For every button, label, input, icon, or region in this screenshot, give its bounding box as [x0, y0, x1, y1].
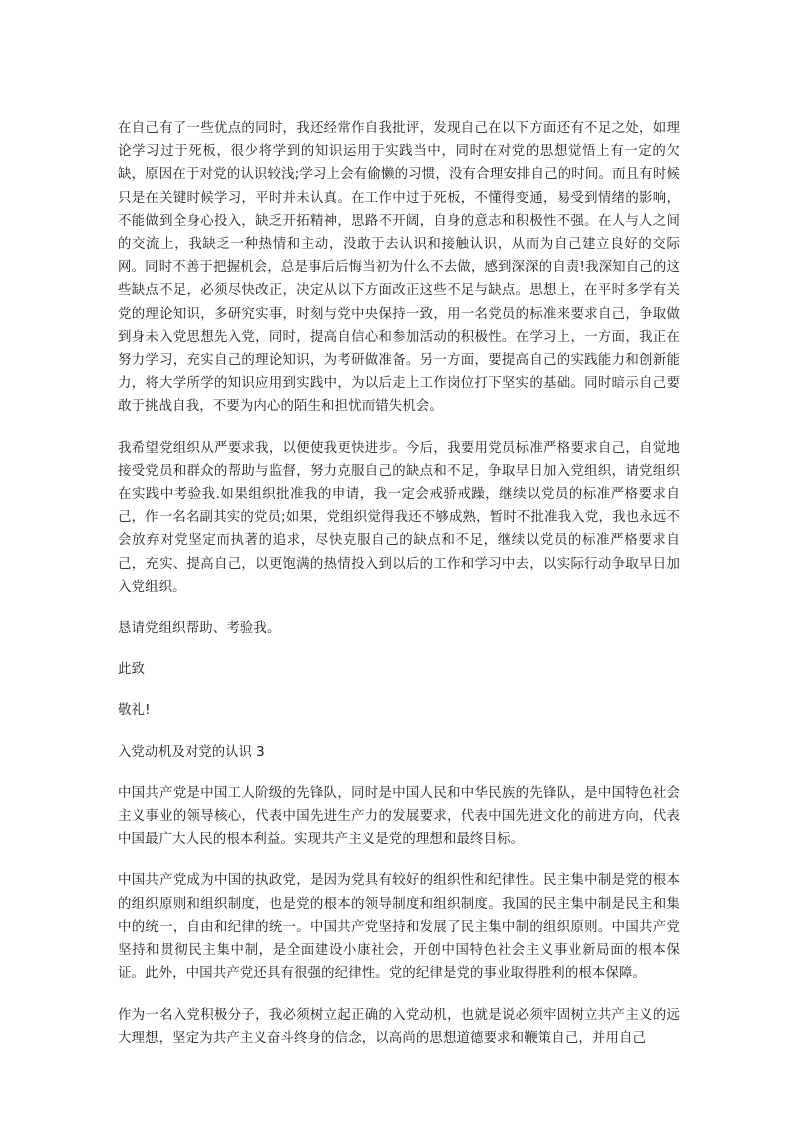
section-title: 入党动机及对党的认识 3	[118, 744, 265, 760]
paragraph-party-discipline: 中国共产党成为中国的执政党，是因为党具有较好的组织性和纪律性。民主集中制是党的根本的组织原则和组织制度，也是党的根本的领导制度和组织制度。我国的民主集中制是民主和集中的统一，自由和纪律的统一。中国共产党坚持和发展了民主集中制的组织原则。中国共产党坚持和贯彻民主集中制，是全面建设小康社会，开创中国特色社会主义事业新局面的根本保证。此外，中国共产党还具有很强的纪律性。党的纪律是党的事业取得胜利的根本保障。	[118, 873, 680, 982]
closing-salutation: 此致	[118, 662, 146, 678]
paragraph-hope: 我希望党组织从严要求我，以便使我更快进步。今后，我要用党员标准严格要求自己，自觉地接受党员和群众的帮助与监督，努力克服自己的缺点和不足，争取早日加入党组织，请党组织在实践中考验我.如果组织批准我的申请，我一定会戒骄戒躁，继续以党员的标准严格要求自己，作一名名副其实的党员;如果，党组织觉得我还不够成熟，暂时不批准我入党，我也永远不会放弃对党坚定而执著的追求，尽快克服自己的缺点和不足，继续以党员的标准严格要求自己，充实、提高自己，以更饱满的热情投入到以后的工作和学习中去，以实际行动争取早日加入党组织。	[118, 440, 680, 595]
paragraph-party-vanguard: 中国共产党是中国工人阶级的先锋队，同时是中国人民和中华民族的先锋队，是中国特色社会主义事业的领导核心，代表中国先进生产力的发展要求，代表中国先进文化的前进方向，代表中国最广大人民的根本利益。实现共产主义是党的理想和最终目标。	[118, 785, 680, 848]
document-page	[118, 117, 680, 1068]
closing-respect: 敬礼!	[118, 703, 151, 719]
paragraph-request: 恳请党组织帮助、考验我。	[118, 621, 281, 637]
paragraph-self-criticism: 在自己有了一些优点的同时，我还经常作自我批评，发现自己在以下方面还有不足之处，如理论学习过于死板，很少将学到的知识运用于实践当中，同时在对党的思想觉悟上有一定的欠缺，原因在于对党的认识较浅;学习上会有偷懒的习惯，没有合理安排自己的时间。而且有时候只是在关键时候学习，平时并未认真。在工作中过于死板，不懂得变通，易受到情绪的影响，不能做到全身心投入，缺乏开拓精神，思路不开阔，自身的意志和积极性不强。在人与人之间的交流上，我缺乏一种热情和主动，没敢于去认识和接触认识，从而为自己建立良好的交际网。同时不善于把握机会，总是事后后悔当初为什么不去做，感到深深的自责!我深知自己的这些缺点不足，必须尽快改正，决定从以下方面改正这些不足与缺点。思想上，在平时多学有关党的理论知识，多研究实事，时刻与党中央保持一致，用一名党员的标准来要求自己，争取做到身未入党思想先入党，同时，提高自信心和参加活动的积极性。在学习上，一方面，我正在努力学习，充实自己的理论知识，为考研做准备。另一方面，要提高自己的实践能力和创新能力，将大学所学的知识应用到实践中，为以后走上工作岗位打下坚实的基础。同时暗示自己要敢于挑战自我，不要为内心的陌生和担忧而错失机会。	[118, 121, 680, 415]
paragraph-activist-motive: 作为一名入党积极分子，我必须树立起正确的入党动机，也就是说必须牢固树立共产主义的远大理想，坚定为共产主义奋斗终身的信念，以高尚的思想道德要求和鞭策自己，并用自己	[118, 1007, 680, 1046]
